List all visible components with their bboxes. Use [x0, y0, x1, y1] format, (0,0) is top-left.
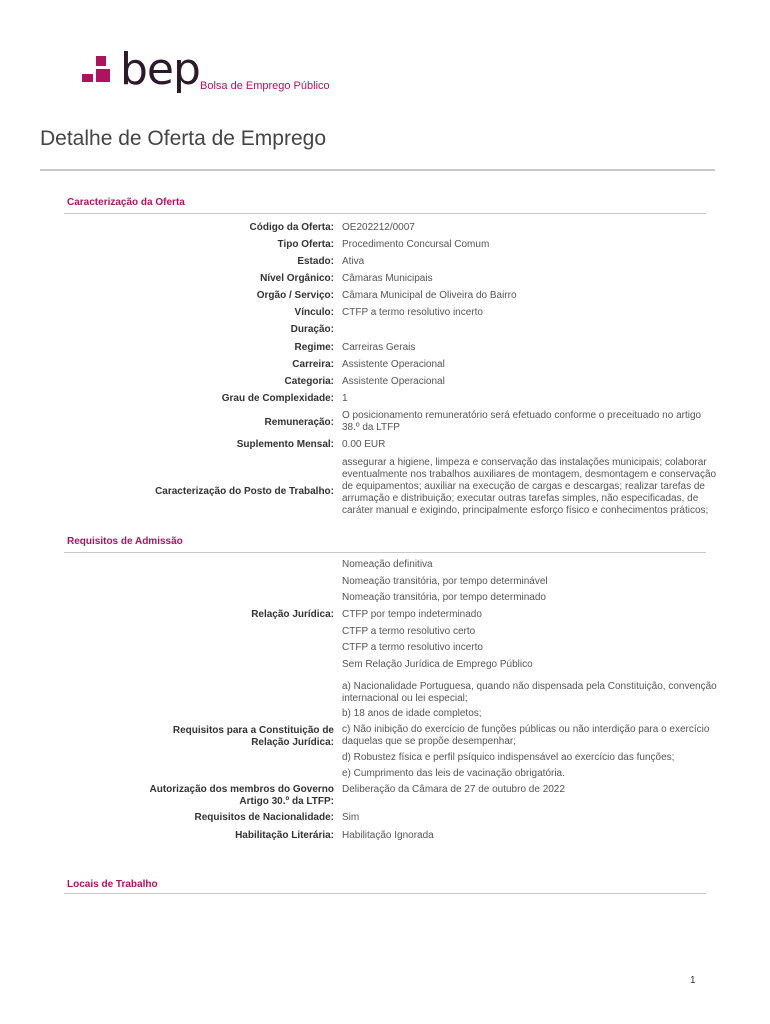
field-label-line2: Artigo 30.º da LTFP:	[239, 796, 334, 807]
field-value: Deliberação da Câmara de 27 de outubro de 2022	[342, 784, 565, 795]
field-value: Carreiras Gerais	[342, 342, 416, 353]
logo-tagline: Bolsa de Emprego Público	[200, 80, 330, 92]
list-item: CTFP a termo resolutivo incerto	[342, 642, 483, 653]
field-label: Duração:	[290, 324, 334, 335]
page-number: 1	[690, 975, 696, 986]
field-value: O posicionamento remuneratório será efetuado conforme o preceituado no artigo 38.º da LTFP	[342, 410, 702, 433]
field-value: 0.00 EUR	[342, 439, 386, 450]
field-label: Requisitos de Nacionalidade:	[194, 812, 334, 823]
list-item: a) Nacionalidade Portuguesa, quando não dispensada pela Constituição, convenção internacional ou lei especial;	[342, 681, 717, 704]
field-value: CTFP a termo resolutivo incerto	[342, 307, 483, 318]
field-value: 1	[342, 393, 348, 404]
field-label-line1: Requisitos para a Constituição de	[172, 725, 334, 736]
field-label: Suplemento Mensal:	[236, 439, 334, 450]
field-label: Estado:	[297, 256, 334, 267]
field-value: Procedimento Concursal Comum	[342, 239, 490, 250]
field-value: assegurar a higiene, limpeza e conservação das instalações municipais; colaborar eventualmente nos trabalhos auxiliares de montagem, desmontagem e conservação de equipamentos; auxiliar na execução de cargas e descargas; realizar tarefas de arrumação e distribuição; executar outras tarefas simples, não especificadas, de caráter manual e exigindo, principalmente esforço físico e conhecimentos práticos;	[342, 457, 717, 516]
page-title: Detalhe de Oferta de Emprego	[40, 127, 327, 150]
field-label: Tipo Oferta:	[277, 239, 334, 250]
section-title-locais: Locais de Trabalho	[67, 879, 158, 890]
field-label: Orgão / Serviço:	[256, 290, 334, 301]
field-label: Remuneração:	[264, 417, 334, 428]
field-label: Carreira:	[292, 359, 334, 370]
field-label-line2: Relação Jurídica:	[251, 737, 334, 748]
field-label-line1: Autorização dos membros do Governo	[149, 784, 334, 795]
list-item: e) Cumprimento das leis de vacinação obrigatória.	[342, 768, 565, 779]
section-divider	[64, 893, 706, 894]
field-label: Caracterização do Posto de Trabalho:	[155, 486, 334, 497]
list-item: c) Não inibição do exercício de funções públicas ou não interdição para o exercício daquelas que se propõe desempenhar;	[342, 724, 710, 747]
list-item: Nomeação transitória, por tempo determinável	[342, 576, 548, 587]
logo-square-3	[82, 74, 93, 82]
list-item: d) Robustez física e perfil psíquico indispensável ao exercício das funções;	[342, 752, 675, 763]
section-divider	[64, 213, 706, 214]
logo-square-2	[96, 69, 110, 82]
field-label: Nível Orgânico:	[260, 273, 334, 284]
field-label: Regime:	[294, 342, 334, 353]
field-label: Categoria:	[284, 376, 334, 387]
logo-square-1	[96, 56, 106, 66]
list-item: CTFP por tempo indeterminado	[342, 609, 482, 620]
field-label: Código da Oferta:	[249, 222, 334, 233]
field-value: Sim	[342, 812, 360, 823]
field-value: Câmaras Municipais	[342, 273, 433, 284]
field-label: Grau de Complexidade:	[221, 393, 334, 404]
section-title-requisitos: Requisitos de Admissão	[67, 536, 183, 547]
field-value: OE202212/0007	[342, 222, 415, 233]
logo-wordmark: bep	[120, 44, 200, 95]
field-value: Habilitação Ignorada	[342, 830, 434, 841]
field-label: Vínculo:	[294, 307, 334, 318]
field-label: Relação Jurídica:	[251, 609, 334, 620]
field-label: Habilitação Literária:	[235, 830, 334, 841]
section-divider	[64, 552, 706, 553]
list-item: Sem Relação Jurídica de Emprego Público	[342, 659, 533, 670]
list-item: Nomeação transitória, por tempo determinado	[342, 592, 546, 603]
section-title-caracterizacao: Caracterização da Oferta	[67, 197, 185, 208]
title-divider	[40, 169, 715, 171]
field-value: Assistente Operacional	[342, 359, 445, 370]
list-item: Nomeação definitiva	[342, 559, 433, 570]
list-item: b) 18 anos de idade completos;	[342, 708, 482, 719]
field-value: Assistente Operacional	[342, 376, 445, 387]
field-value: Ativa	[342, 256, 365, 267]
field-value: Câmara Municipal de Oliveira do Bairro	[342, 290, 517, 301]
list-item: CTFP a termo resolutivo certo	[342, 626, 476, 637]
